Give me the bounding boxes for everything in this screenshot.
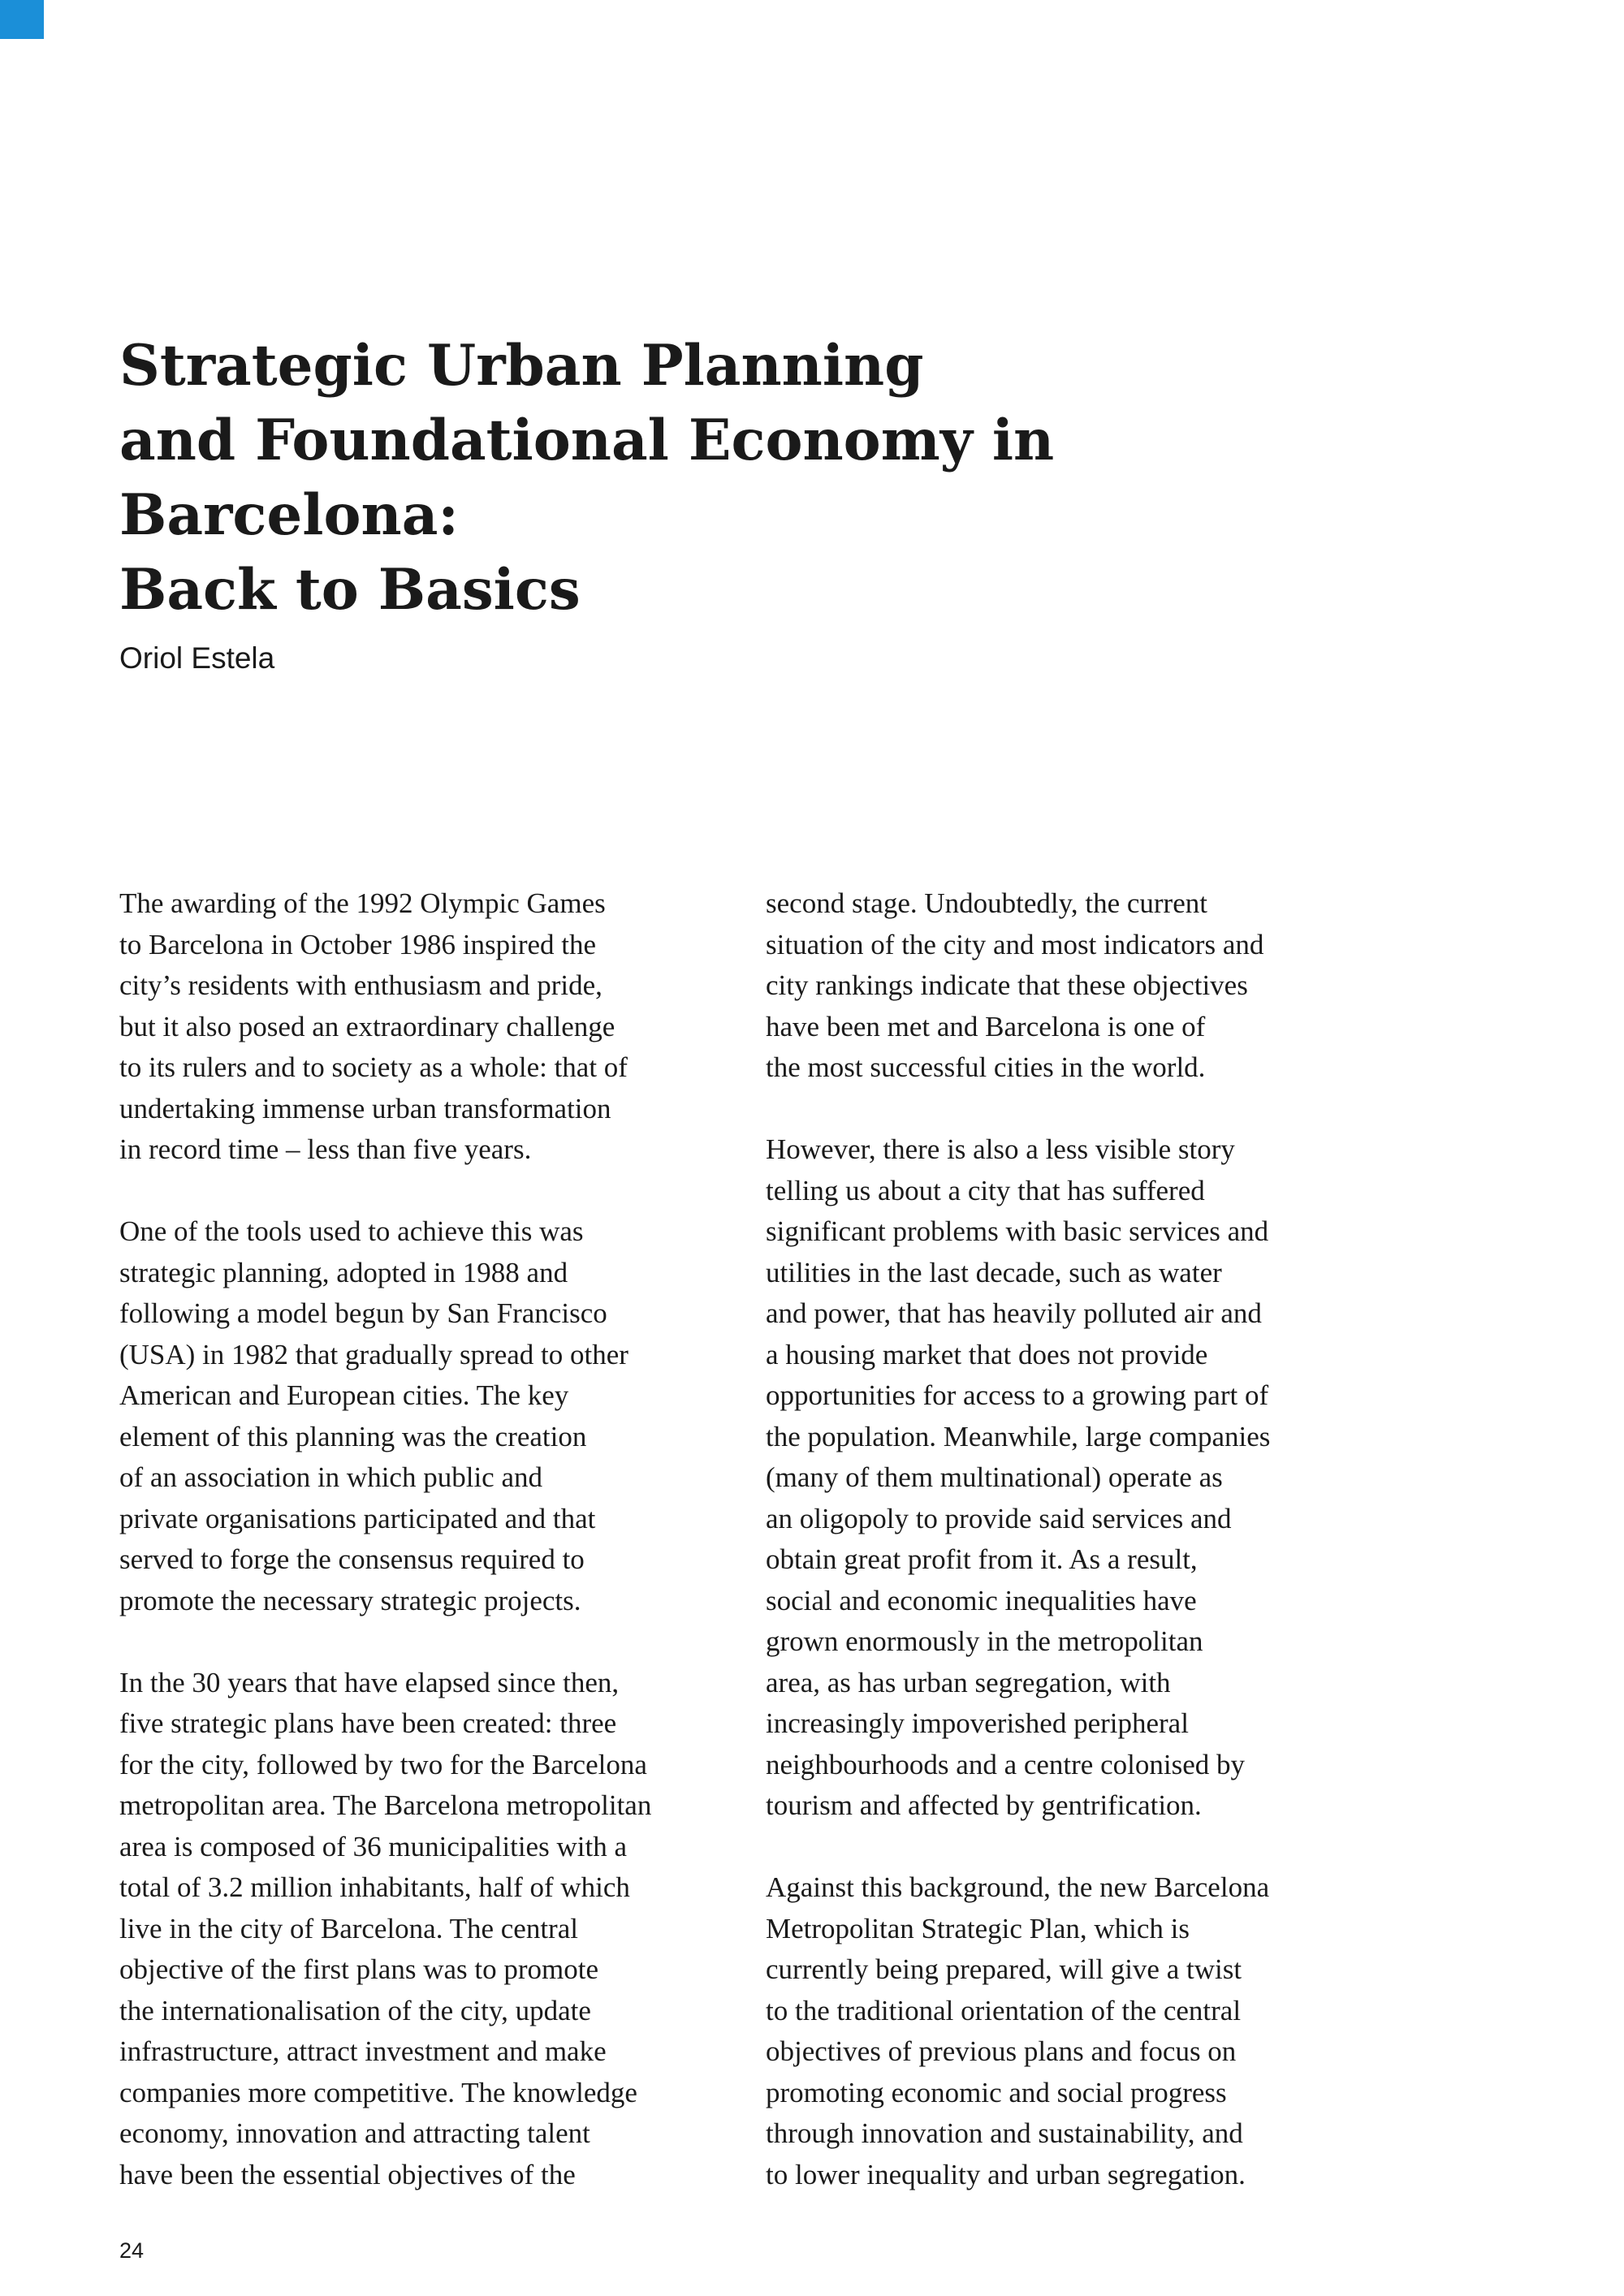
text-line: situation of the city and most indicators and (766, 928, 1264, 960)
text-line: metropolitan area. The Barcelona metropolitan (119, 1789, 652, 1821)
text-line: American and European cities. The key (119, 1379, 569, 1411)
text-line: element of this planning was the creation (119, 1420, 587, 1452)
text-line: and power, that has heavily polluted air and (766, 1297, 1262, 1329)
text-line: tourism and affected by gentrification. (766, 1789, 1202, 1821)
text-line: economy, innovation and attracting talent (119, 2117, 590, 2149)
text-line: currently being prepared, will give a twist (766, 1953, 1242, 1985)
text-line: live in the city of Barcelona. The central (119, 1912, 578, 1944)
text-line: obtain great profit from it. As a result, (766, 1543, 1198, 1575)
text-line: the internationalisation of the city, update (119, 1994, 591, 2026)
text-line: promoting economic and social progress (766, 2076, 1227, 2108)
text-line: neighbourhoods and a centre colonised by (766, 1748, 1245, 1780)
text-line: private organisations participated and that (119, 1502, 596, 1534)
text-line: but it also posed an extraordinary challenge (119, 1010, 615, 1042)
text-line: Against this background, the new Barcelona (766, 1871, 1270, 1903)
text-line: undertaking immense urban transformation (119, 1092, 611, 1124)
text-line: objectives of previous plans and focus on (766, 2035, 1237, 2067)
article-title (119, 329, 1337, 628)
text-line: an oligopoly to provide said services and (766, 1502, 1232, 1534)
title-line: Strategic Urban Planning (119, 333, 924, 399)
body-paragraph (119, 1211, 720, 1621)
right-column (766, 883, 1367, 2237)
text-line: utilities in the last decade, such as water (766, 1256, 1222, 1288)
text-line: telling us about a city that has suffered (766, 1174, 1205, 1206)
text-line: city’s residents with enthusiasm and pride, (119, 969, 603, 1001)
text-line: have been the essential objectives of the (119, 2158, 576, 2190)
text-line: to its rulers and to society as a whole: that of (119, 1051, 628, 1083)
text-line: grown enormously in the metropolitan (766, 1625, 1203, 1657)
text-line: the most successful cities in the world. (766, 1051, 1206, 1083)
text-line: in record time – less than five years. (119, 1133, 532, 1165)
text-line: (USA) in 1982 that gradually spread to other (119, 1338, 628, 1370)
text-line: a housing market that does not provide (766, 1338, 1208, 1370)
text-line: infrastructure, attract investment and make (119, 2035, 607, 2067)
text-line: social and economic inequalities have (766, 1584, 1197, 1616)
text-line: to Barcelona in October 1986 inspired the (119, 928, 597, 960)
title-line: Back to Basics (119, 557, 581, 623)
text-line: In the 30 years that have elapsed since then, (119, 1666, 620, 1698)
text-line: However, there is also a less visible story (766, 1133, 1235, 1165)
text-line: for the city, followed by two for the Barcelona (119, 1748, 647, 1780)
text-line: city rankings indicate that these objectives (766, 969, 1248, 1001)
text-line: total of 3.2 million inhabitants, half of which (119, 1871, 630, 1903)
text-line: Metropolitan Strategic Plan, which is (766, 1912, 1190, 1944)
author-name: Oriol Estela (119, 641, 275, 675)
text-line: increasingly impoverished peripheral (766, 1707, 1189, 1739)
text-line: to the traditional orientation of the central (766, 1994, 1242, 2026)
body-paragraph (766, 1867, 1367, 2195)
title-line: and Foundational Economy in Barcelona: (119, 408, 1055, 548)
text-line: companies more competitive. The knowledge (119, 2076, 637, 2108)
text-line: have been met and Barcelona is one of (766, 1010, 1206, 1042)
text-line: objective of the first plans was to promote (119, 1953, 598, 1985)
text-line: the population. Meanwhile, large companies (766, 1420, 1271, 1452)
text-line: area is composed of 36 municipalities with a (119, 1830, 627, 1862)
body-paragraph (119, 883, 720, 1171)
text-line: (many of them multinational) operate as (766, 1461, 1223, 1493)
left-column (119, 883, 720, 2237)
corner-color-mark (0, 0, 44, 39)
body-paragraph (119, 1663, 720, 2196)
text-line: through innovation and sustainability, and (766, 2117, 1243, 2149)
text-line: area, as has urban segregation, with (766, 1666, 1171, 1698)
text-line: five strategic plans have been created: three (119, 1707, 617, 1739)
text-line: following a model begun by San Francisco (119, 1297, 607, 1329)
text-line: significant problems with basic services and (766, 1215, 1269, 1247)
body-paragraph (766, 1129, 1367, 1827)
text-line: served to forge the consensus required to (119, 1543, 585, 1575)
text-line: second stage. Undoubtedly, the current (766, 887, 1207, 919)
text-line: to lower inequality and urban segregation. (766, 2158, 1246, 2190)
text-line: One of the tools used to achieve this was (119, 1215, 584, 1247)
page-number: 24 (119, 2238, 145, 2263)
text-line: of an association in which public and (119, 1461, 542, 1493)
text-line: promote the necessary strategic projects. (119, 1584, 581, 1616)
text-line: strategic planning, adopted in 1988 and (119, 1256, 568, 1288)
text-line: opportunities for access to a growing part of (766, 1379, 1269, 1411)
body-paragraph (766, 883, 1367, 1089)
text-line: The awarding of the 1992 Olympic Games (119, 887, 606, 919)
